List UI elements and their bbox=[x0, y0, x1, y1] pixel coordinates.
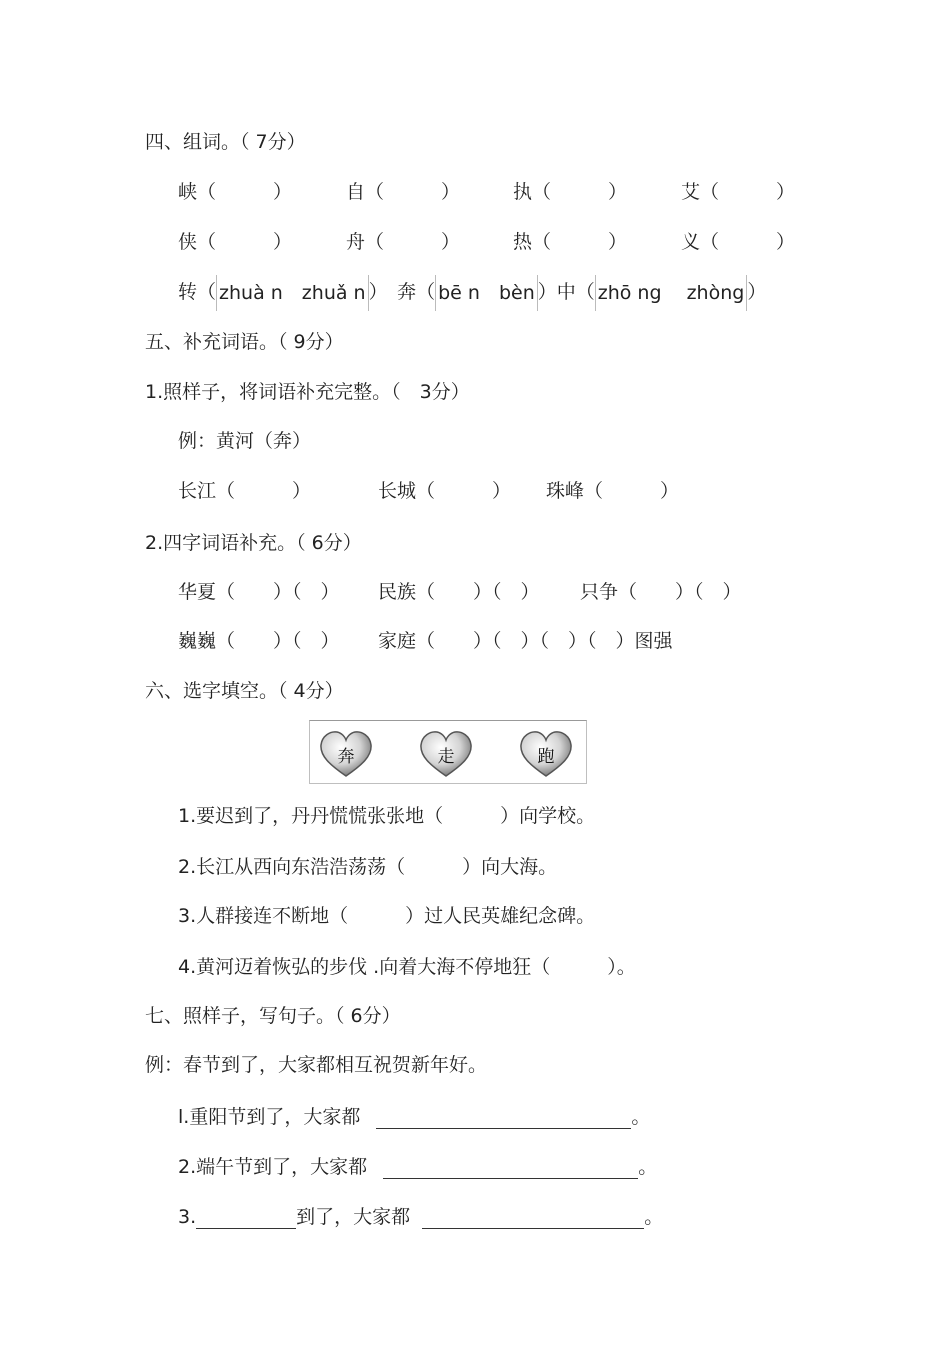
idiom-item: 家庭（ ）（ ）（ ）（ ）图强 bbox=[378, 630, 673, 652]
word-item: 执（ ） bbox=[513, 181, 628, 203]
word-item: 热（ ） bbox=[513, 231, 628, 253]
pinyin-options: zhuà n zhuǎ n bbox=[216, 275, 369, 311]
example-sentence: 例：春节到了，大家都相互祝贺新年好。 bbox=[145, 1054, 488, 1076]
example-text: 例：黄河（奔） bbox=[178, 430, 312, 452]
section6-title: 六、选字填空。（ 4分） bbox=[145, 680, 344, 702]
pinyin-options: zhō ng zhòng bbox=[595, 275, 748, 311]
idiom-item: 华夏（ ）（ ） bbox=[178, 581, 340, 603]
idiom-item: 只争（ ）（ ） bbox=[580, 581, 742, 603]
word-item: 义（ ） bbox=[681, 231, 796, 253]
write-sentence-3 bbox=[178, 1205, 663, 1229]
heart-char: 奔 bbox=[337, 747, 355, 767]
heart-choice bbox=[318, 729, 374, 779]
question-1: 1.照样子，将词语补充完整。（ 3分） bbox=[145, 381, 470, 403]
pinyin-choice-row bbox=[178, 274, 766, 311]
idiom-item: 民族（ ）（ ） bbox=[378, 581, 540, 603]
answer-line[interactable] bbox=[383, 1158, 638, 1179]
pinyin-options: bē n bèn bbox=[435, 275, 538, 311]
sentence-prompt: 2.端午节到了，大家都 bbox=[178, 1156, 368, 1178]
word-item: 峡（ ） bbox=[178, 181, 293, 203]
period: 。 bbox=[644, 1206, 664, 1228]
pinyin-char: 转（ bbox=[178, 281, 217, 303]
word-item: 自（ ） bbox=[346, 181, 461, 203]
sentence-prompt: 到了，大家都 bbox=[296, 1206, 411, 1228]
heart-choice bbox=[418, 729, 474, 779]
fill-item: 长城（ ） bbox=[378, 480, 512, 502]
period: 。 bbox=[631, 1106, 651, 1128]
fill-sentence: 3.人群接连不断地（ ）过人民英雄纪念碑。 bbox=[178, 905, 596, 927]
heart-choice bbox=[518, 729, 574, 779]
answer-line[interactable] bbox=[376, 1108, 631, 1129]
pinyin-char: ） bbox=[747, 281, 767, 303]
fill-sentence: 2.长江从西向东浩浩荡荡（ ）向大海。 bbox=[178, 856, 558, 878]
section5-title: 五、补充词语。（ 9分） bbox=[145, 331, 344, 353]
heart-choices-panel bbox=[309, 720, 587, 784]
pinyin-char: ）中（ bbox=[537, 281, 595, 303]
section7-title: 七、照样子，写句子。（ 6分） bbox=[145, 1005, 401, 1027]
fill-sentence: 1.要迟到了，丹丹慌慌张张地（ ）向学校。 bbox=[178, 805, 596, 827]
period: 。 bbox=[638, 1156, 658, 1178]
sentence-prefix: 3. bbox=[178, 1206, 197, 1228]
pinyin-char: ） 奔（ bbox=[368, 281, 436, 303]
question-2: 2.四字词语补充。（ 6分） bbox=[145, 532, 362, 554]
word-item: 侠（ ） bbox=[178, 231, 293, 253]
heart-char: 跑 bbox=[537, 747, 555, 767]
answer-line[interactable] bbox=[422, 1208, 644, 1229]
fill-sentence: 4.黄河迈着恢弘的步伐 .向着大海不停地狂（ ）。 bbox=[178, 956, 636, 978]
write-sentence-1 bbox=[178, 1105, 650, 1129]
word-item: 艾（ ） bbox=[681, 181, 796, 203]
idiom-item: 巍巍（ ）（ ） bbox=[178, 630, 340, 652]
section4-title: 四、组词。（ 7分） bbox=[145, 131, 306, 153]
sentence-prompt: l.重阳节到了，大家都 bbox=[178, 1106, 361, 1128]
fill-item: 珠峰（ ） bbox=[546, 480, 680, 502]
heart-char: 走 bbox=[437, 747, 455, 767]
write-sentence-2 bbox=[178, 1155, 657, 1179]
answer-line[interactable] bbox=[196, 1208, 296, 1229]
fill-item: 长江（ ） bbox=[178, 480, 312, 502]
word-item: 舟（ ） bbox=[346, 231, 461, 253]
